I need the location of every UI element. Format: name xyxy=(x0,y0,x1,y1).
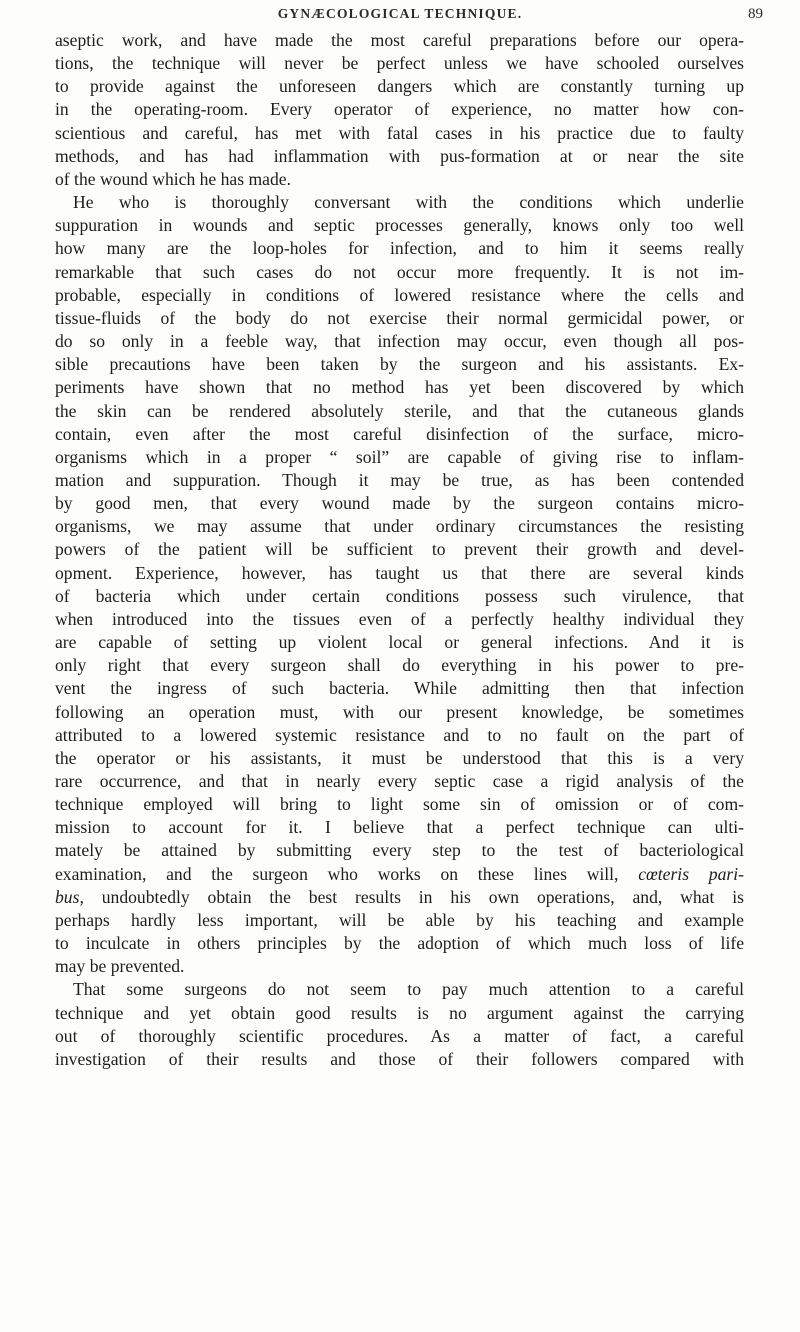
text-line: tissue-fluids of the body do not exercise their normal germicidal power, or xyxy=(55,307,744,328)
text-line: mately be attained by submitting every step to the test of bacteriological xyxy=(55,840,744,861)
text-line: attributed to a lowered systemic resistance and to no fault on the part of xyxy=(55,724,744,745)
text-line xyxy=(55,886,744,909)
text-line: when introduced into the tissues even of a perfectly healthy individual they xyxy=(55,608,744,629)
text-line xyxy=(55,863,744,886)
page-number: 89 xyxy=(748,6,763,22)
text-line: only right that every surgeon shall do everything in his power to pre- xyxy=(55,655,744,676)
text-line: periments have shown that no method has yet been discovered by which xyxy=(55,377,744,398)
running-title: GYNÆCOLOGICAL TECHNIQUE. xyxy=(277,6,523,21)
text-line: technique employed will bring to light some sin of omission or of com- xyxy=(55,794,744,815)
text-line: organisms which in a proper “ soil” are capable of giving rise to inflam- xyxy=(55,446,744,467)
text-line: rare occurrence, and that in nearly every septic case a rigid analysis of the xyxy=(55,771,744,791)
text-line: to inculcate in others principles by the adoption of which much loss of life xyxy=(55,933,744,954)
running-head xyxy=(0,6,800,30)
text-line: how many are the loop-holes for infection, and to him it seems really xyxy=(55,238,744,259)
text-line: He who is thoroughly conversant with the conditions which underlie xyxy=(73,192,744,213)
text-line: may be prevented. xyxy=(55,956,185,977)
text-line: tions, the technique will never be perfect unless we have schooled ourselves xyxy=(55,53,744,74)
text-line: powers of the patient will be sufficient to prevent their growth and devel- xyxy=(55,539,744,560)
text-line: perhaps hardly less important, will be able by his teaching and example xyxy=(55,909,744,930)
text-line: That some surgeons do not seem to pay much attention to a careful xyxy=(73,979,744,1000)
text-line: aseptic work, and have made the most careful preparations before our opera- xyxy=(55,30,744,50)
text-line: out of thoroughly scientific procedures. As a matter of fact, a careful xyxy=(55,1025,744,1046)
text-line: by good men, that every wound made by the surgeon contains micro- xyxy=(55,493,744,514)
text-line: organisms, we may assume that under ordinary circumstances the resisting xyxy=(55,516,744,537)
text-line: investigation of their results and those of their followers compared with xyxy=(55,1048,744,1069)
text-line: in the operating-room. Every operator of experience, no matter how con- xyxy=(55,99,744,120)
text-line: mation and suppuration. Though it may be true, as has been contended xyxy=(55,469,744,490)
text-line: opment. Experience, however, has taught us that there are several kinds xyxy=(55,562,744,583)
text-line: mission to account for it. I believe that a perfect technique can ulti- xyxy=(55,817,744,838)
text-line: technique and yet obtain good results is no argument against the carrying xyxy=(55,1002,744,1023)
line-text: undoubtedly obtain the best results in his own operations, and, what is xyxy=(83,886,744,907)
text-line: of bacteria which under certain conditions possess such virulence, that xyxy=(55,585,744,606)
text-line: sible precautions have been taken by the surgeon and his assistants. Ex- xyxy=(55,354,744,375)
text-line: the operator or his assistants, it must be understood that this is a very xyxy=(55,747,744,768)
text-line: to provide against the unforeseen dangers which are constantly turning up xyxy=(55,76,744,97)
text-line: do so only in a feeble way, that infection may occur, even though all pos- xyxy=(55,331,744,352)
italic-text: bus, xyxy=(55,886,84,907)
body-text xyxy=(55,29,744,1071)
italic-text: cœteris pari- xyxy=(638,863,744,884)
text-line: suppuration in wounds and septic processes generally, knows only too well xyxy=(55,215,744,236)
text-line: of the wound which he has made. xyxy=(55,168,291,189)
text-line: probable, especially in conditions of lowered resistance where the cells and xyxy=(55,284,744,305)
text-line: remarkable that such cases do not occur more frequently. It is not im- xyxy=(55,261,744,282)
text-line: contain, even after the most careful disinfection of the surface, micro- xyxy=(55,423,744,444)
text-line: following an operation must, with our present knowledge, be sometimes xyxy=(55,701,744,722)
text-line: are capable of setting up violent local or general infections. And it is xyxy=(55,632,744,653)
text-line: methods, and has had inflammation with pus-formation at or near the site xyxy=(55,145,744,166)
text-line: scientious and careful, has met with fatal cases in his practice due to faulty xyxy=(55,122,744,143)
text-line: vent the ingress of such bacteria. While admitting then that infection xyxy=(55,678,744,699)
line-text: examination, and the surgeon who works on these lines will, xyxy=(55,863,639,884)
text-line: the skin can be rendered absolutely sterile, and that the cutaneous glands xyxy=(55,400,744,421)
